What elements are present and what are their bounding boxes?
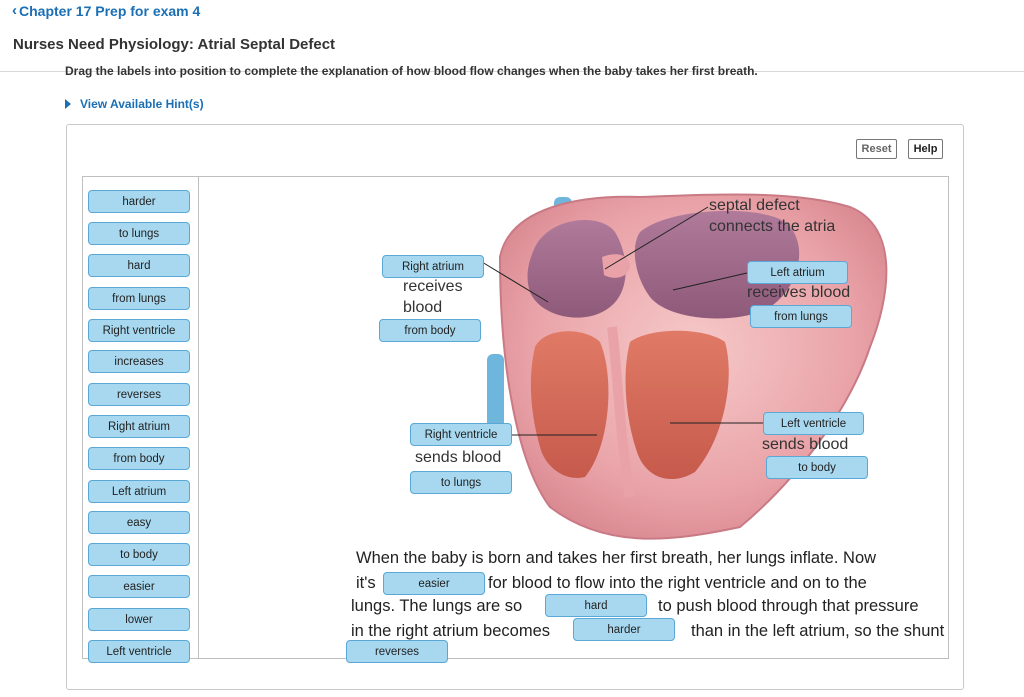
bank-label-from-lungs[interactable]: from lungs (88, 287, 190, 310)
drag-drop-area (82, 176, 949, 659)
rv-sends-text: sends blood (415, 449, 502, 466)
bank-label-harder[interactable]: harder (88, 190, 190, 213)
bank-label-increases[interactable]: increases (88, 350, 190, 373)
target-right-atrium[interactable]: Right atrium (382, 255, 484, 278)
bank-label-hard[interactable]: hard (88, 254, 190, 277)
paragraph-line-1: When the baby is born and takes her first breath, her lungs inflate. Now (356, 549, 877, 567)
heart-diagram (200, 177, 948, 658)
septal-defect-text-2: connects the atria (709, 218, 836, 235)
page-title: Nurses Need Physiology: Atrial Septal Defect (13, 36, 336, 53)
reset-button[interactable]: Reset (856, 139, 897, 159)
lv-sends-text: sends blood (762, 436, 849, 453)
bank-label-left-atrium[interactable]: Left atrium (88, 480, 190, 503)
activity-panel (66, 124, 964, 690)
chevron-left-icon: ‹ (12, 2, 17, 19)
bank-label-right-atrium[interactable]: Right atrium (88, 415, 190, 438)
instructions: Drag the labels into position to complete the explanation of how blood flow changes when the baby takes her first breath. (65, 66, 758, 78)
bank-label-to-body[interactable]: to body (88, 543, 190, 566)
top-bar (0, 0, 1024, 78)
bank-label-reverses[interactable]: reverses (88, 383, 190, 406)
back-link-label: Chapter 17 Prep for exam 4 (19, 2, 201, 19)
bank-label-right-ventricle[interactable]: Right ventricle (88, 319, 190, 342)
label-bank (83, 177, 199, 658)
target-rv-to-lungs[interactable]: to lungs (410, 471, 512, 494)
paragraph-line-2a: it's (356, 574, 376, 592)
paragraph-line-2b: for blood to flow into the right ventricle and on to the (488, 574, 867, 592)
blank-4[interactable]: reverses (346, 640, 448, 663)
bank-label-to-lungs[interactable]: to lungs (88, 222, 190, 245)
blank-2[interactable]: hard (545, 594, 647, 617)
blank-1[interactable]: easier (383, 572, 485, 595)
bank-label-easier[interactable]: easier (88, 575, 190, 598)
blank-3[interactable]: harder (573, 618, 675, 641)
hint-link-label: View Available Hint(s) (80, 97, 204, 111)
back-link[interactable] (12, 2, 200, 19)
paragraph-line-4a: in the right atrium becomes (351, 622, 551, 640)
paragraph-line-3b: to push blood through that pressure (658, 597, 919, 615)
bank-label-left-ventricle[interactable]: Left ventricle (88, 640, 190, 663)
view-hints-link[interactable] (65, 97, 204, 111)
ra-receives-text: receives (403, 278, 463, 295)
target-left-ventricle[interactable]: Left ventricle (763, 412, 864, 435)
bank-label-lower[interactable]: lower (88, 608, 190, 631)
ra-blood-text: blood (403, 299, 443, 316)
target-lv-to-body[interactable]: to body (766, 456, 868, 479)
septal-defect-text-1: septal defect (709, 197, 800, 214)
triangle-right-icon (65, 99, 71, 109)
vena-cava-lower-shape (487, 354, 504, 430)
la-receives-text: receives blood (747, 284, 851, 301)
bank-label-easy[interactable]: easy (88, 511, 190, 534)
target-right-ventricle[interactable]: Right ventricle (410, 423, 512, 446)
target-la-from-lungs[interactable]: from lungs (750, 305, 852, 328)
bank-label-from-body[interactable]: from body (88, 447, 190, 470)
paragraph-line-4b: than in the left atrium, so the shunt (691, 622, 945, 640)
target-left-atrium[interactable]: Left atrium (747, 261, 848, 284)
help-button[interactable]: Help (908, 139, 943, 159)
paragraph-line-3a: lungs. The lungs are so (351, 597, 523, 615)
target-ra-from-body[interactable]: from body (379, 319, 481, 342)
